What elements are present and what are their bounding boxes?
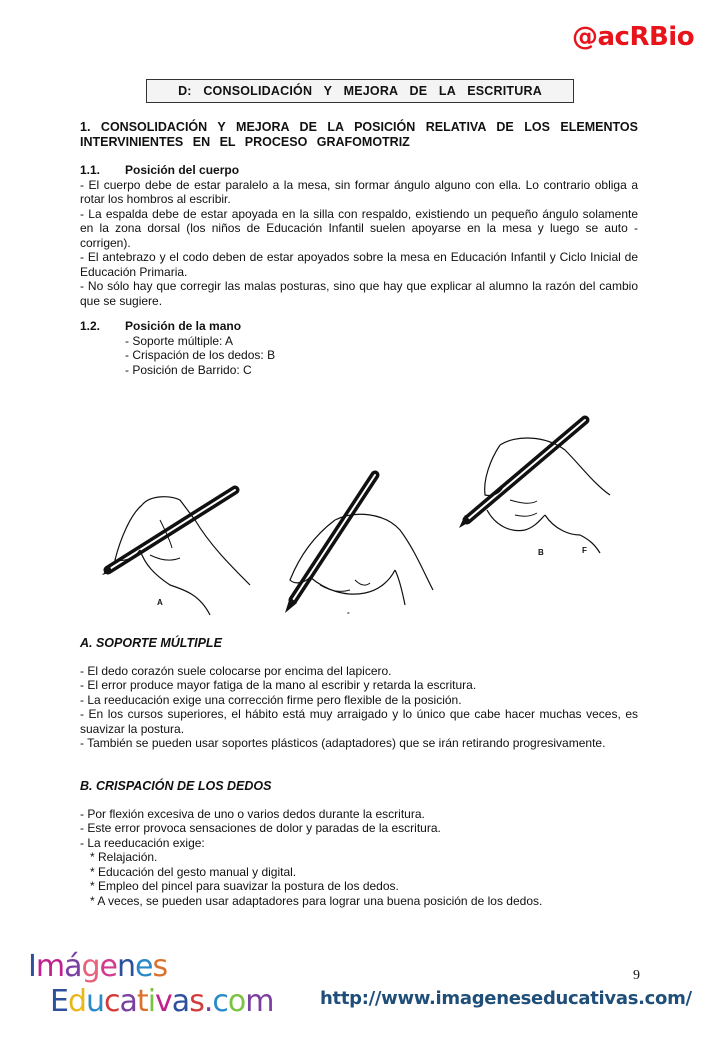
sub-list-item: * A veces, se pueden usar adaptadores para lograr una buena posición de los dedos. <box>90 893 543 908</box>
figure-label-b: - <box>347 608 350 617</box>
logo-letter: c <box>212 984 228 1019</box>
logo-letter: e <box>135 949 153 984</box>
sub-list-item: * Empleo del pincel para suavizar la postura de los dedos. <box>90 879 399 893</box>
footer-url-link[interactable]: http://www.imageneseducativas.com/ <box>320 988 692 1009</box>
site-logo-line1 <box>28 950 167 984</box>
subsection-1-1 <box>80 163 638 308</box>
finger-crease <box>320 580 370 591</box>
subsection-title: Posición de la mano <box>125 319 242 333</box>
list-item: - La reeducación exige: <box>80 835 205 850</box>
section-b-title: B. CRISPACIÓN DE LOS DEDOS <box>80 779 272 793</box>
sub-list-item: * Relajación. <box>90 850 158 864</box>
section-1-heading <box>80 120 638 150</box>
list-item: - También se pueden usar soportes plásticos (adaptadores) que se irán retirando progresivamente. <box>80 736 606 750</box>
logo-letter: I <box>28 949 36 984</box>
list-item: - Este error provoca sensaciones de dolor y paradas de la escritura. <box>80 821 441 835</box>
sub-list-item: * Educación del gesto manual y digital. <box>90 864 297 879</box>
section-a-title: A. SOPORTE MÚLTIPLE <box>80 636 222 650</box>
page-number: 9 <box>633 968 640 983</box>
list-item: - Crispación de los dedos: B <box>125 348 276 362</box>
logo-letter: m <box>245 984 274 1019</box>
logo-letter: t <box>136 984 148 1019</box>
figure-label-mark: F <box>582 546 587 555</box>
pencil-highlight <box>108 490 235 570</box>
wrist-outline <box>395 570 405 605</box>
list-item: - Posición de Barrido: C <box>125 362 252 377</box>
logo-letter: u <box>86 984 105 1019</box>
logo-letter: E <box>50 984 68 1019</box>
finger-crease <box>510 500 537 516</box>
logo-letter: e <box>99 949 117 984</box>
list-item: - El error produce mayor fatiga de la mano al escribir y retarda la escritura. <box>80 678 477 692</box>
logo-letter: c <box>104 984 120 1019</box>
paragraph: - No sólo hay que corregir las malas posturas, sino que hay que explicar al alumno la razón del cambio que se sugiere. <box>80 279 638 308</box>
logo-letter: s <box>189 984 204 1019</box>
logo-letter: n <box>117 949 136 984</box>
section-1-heading-line2: INTERVINIENTES EN EL PROCESO GRAFOMOTRIZ <box>80 135 410 149</box>
paragraph: - El antebrazo y el codo deben de estar apoyados sobre la mesa en Educación Infantil y Ciclo Inicial de Educación Primaria. <box>80 250 638 279</box>
subsection-1-2-heading <box>80 319 638 334</box>
figure-label-a: A <box>157 598 163 607</box>
subsection-title: Posición del cuerpo <box>125 163 240 177</box>
hand-illustration-a <box>100 470 270 620</box>
page-title: D: CONSOLIDACIÓN Y MEJORA DE LA ESCRITURA <box>146 79 574 103</box>
section-b <box>80 779 638 908</box>
pencil-highlight <box>467 420 585 520</box>
subsection-1-1-heading <box>80 163 638 178</box>
logo-letter: s <box>152 949 168 984</box>
logo-letter: d <box>67 984 87 1019</box>
list-item: - Por flexión excesiva de uno o varios dedos durante la escritura. <box>80 806 425 821</box>
section-1-heading-line1: 1. CONSOLIDACIÓN Y MEJORA DE LA POSICIÓN RELATIVA DE LOS ELEMENTOS <box>80 120 638 134</box>
logo-letter: m <box>35 949 65 984</box>
logo-letter: a <box>119 984 137 1019</box>
subsection-number: 1.1. <box>80 163 101 177</box>
logo-letter: . <box>203 984 213 1019</box>
paragraph: - El cuerpo debe de estar paralelo a la mesa, sin formar ángulo alguno con ella. Lo contrario obliga a rotar los hombros al escribir. <box>80 177 638 206</box>
subsection-number: 1.2. <box>80 319 101 333</box>
logo-letter: g <box>81 949 100 984</box>
finger-crease <box>150 555 180 560</box>
brand-watermark: @acRBio <box>572 22 695 52</box>
palm-outline <box>545 515 600 553</box>
section-a <box>80 636 638 751</box>
palm-outline <box>310 570 395 594</box>
logo-letter: á <box>64 949 82 984</box>
list-item: - En los cursos superiores, el hábito está muy arraigado y lo único que cabe hacer muchas veces, es suavizar la postura. <box>80 707 638 736</box>
logo-letter: a <box>171 984 190 1019</box>
logo-letter: i <box>147 984 156 1019</box>
hand-outline <box>335 514 433 590</box>
paragraph: - La espalda debe de estar apoyada en la silla con respaldo, existiendo un pequeño ángulo solamente en la zona dorsal (los niños de Educación Infantil suelen apoyarse en la mesa y luego se auto - corrigen). <box>80 206 638 250</box>
logo-letter: v <box>155 984 172 1019</box>
hand-illustration-b <box>275 465 435 625</box>
figure-label-c: B <box>538 548 544 557</box>
list-item: - Soporte múltiple: A <box>125 333 234 348</box>
list-item: - El dedo corazón suele colocarse por encima del lapicero. <box>80 663 392 678</box>
logo-letter: o <box>227 984 246 1019</box>
hand-illustration-c <box>455 405 615 565</box>
list-item: - La reeducación exige una corrección firme pero flexible de la posición. <box>80 692 462 707</box>
subsection-1-2 <box>80 319 638 377</box>
site-logo-line2 <box>50 985 273 1019</box>
